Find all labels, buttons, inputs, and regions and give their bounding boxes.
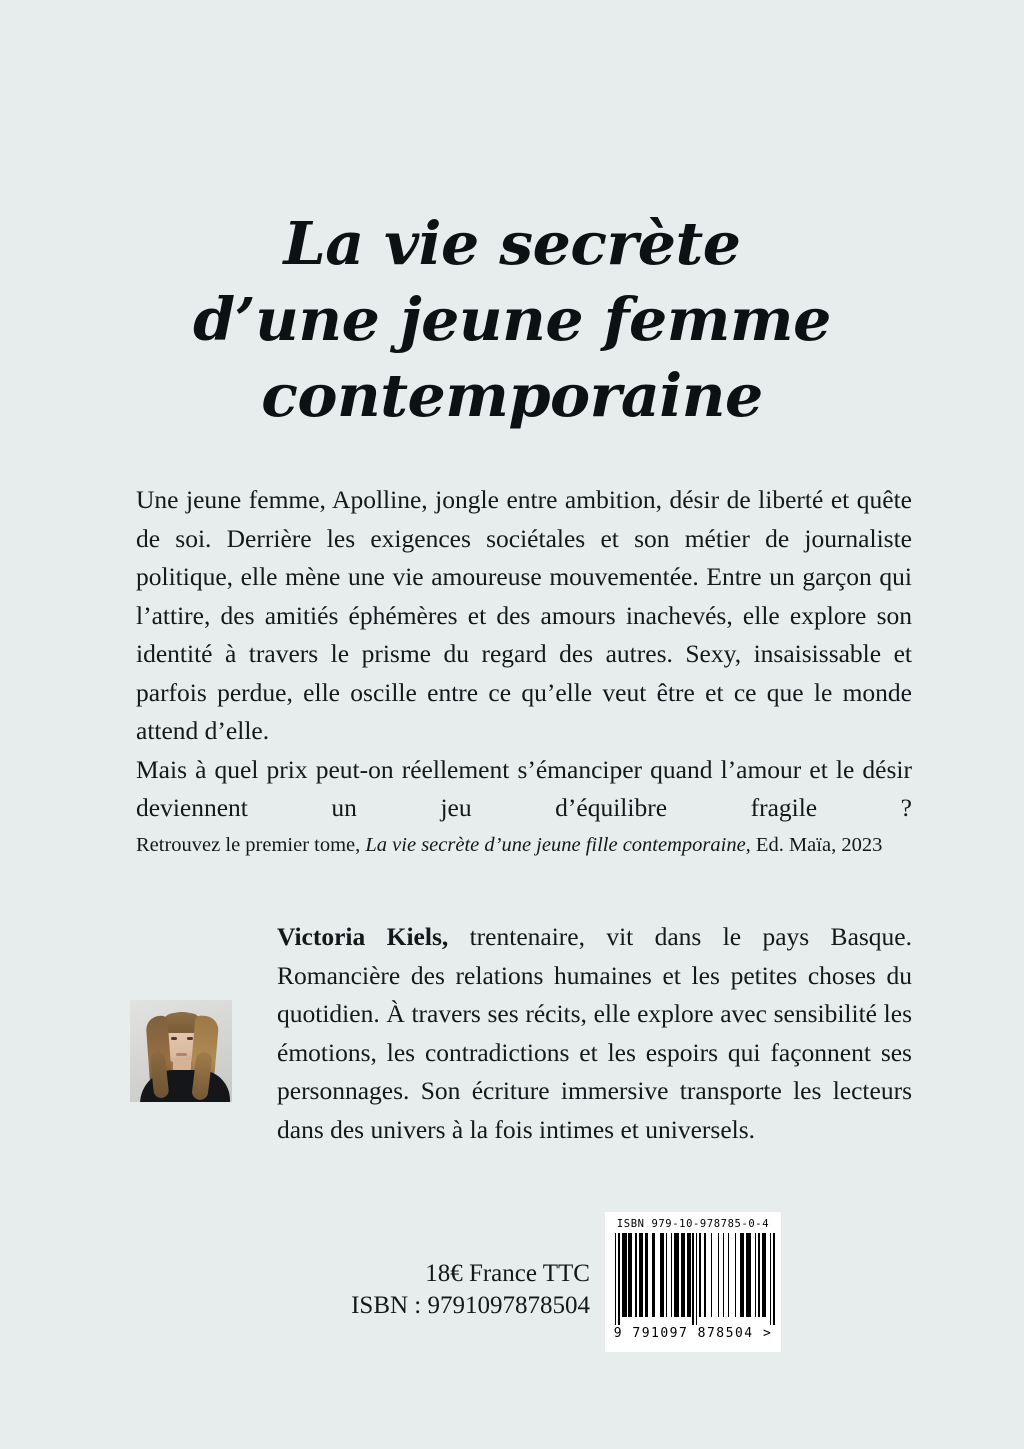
barcode-bar (773, 1233, 774, 1325)
price-line: 18€ France TTC (425, 1260, 590, 1287)
barcode-digits-text: 9 791097 878504 > (613, 1326, 773, 1341)
barcode (605, 1212, 781, 1352)
barcode-bar (674, 1233, 679, 1317)
barcode-bar (718, 1233, 719, 1317)
author-name: Victoria Kiels, (277, 922, 449, 951)
synopsis-paragraph-2: Mais à quel prix peut-on réellement s’émanciper quand l’amour et le désir deviennent un jeu d’équilibre fragile ? (136, 754, 912, 822)
barcode-bar (735, 1233, 736, 1317)
barcode-bar (740, 1233, 745, 1317)
previous-volume-note (136, 831, 926, 859)
barcode-bars (615, 1233, 771, 1325)
barcode-bar (696, 1233, 697, 1325)
isbn-line: ISBN : 9791097878504 (351, 1292, 590, 1319)
avatar (130, 1000, 232, 1102)
barcode-bar (704, 1233, 705, 1317)
barcode-bar (635, 1233, 636, 1317)
barcode-bar (770, 1233, 771, 1325)
barcode-bar (622, 1233, 627, 1317)
barcode-bar (671, 1233, 672, 1317)
barcode-bar (645, 1233, 648, 1317)
barcode-bar (711, 1233, 712, 1317)
barcode-bar (728, 1233, 729, 1317)
synopsis-block (136, 481, 912, 866)
synopsis-paragraph-1: Une jeune femme, Apolline, jongle entre ambition, désir de liberté et quête de soi. Derrière les exigences sociétales et son métier de journaliste politique, elle mène une vie amoureuse mouvementée. Entre un garçon qui l’attire, des amitiés éphémères et des amours inachevés, elle explore son identité à travers le prisme du regard des autres. Sexy, insaisissable et parfois perdue, elle oscille entre ce qu’elle veut être et ce que le monde attend d’elle. (136, 485, 912, 745)
barcode-bar (723, 1233, 724, 1317)
title-line-2: d’une jeune femme (193, 285, 831, 354)
barcode-bar (618, 1233, 619, 1325)
tome-note-title: La vie secrète d’une jeune fille contemporaine (365, 834, 746, 856)
barcode-bar (615, 1233, 616, 1325)
barcode-bar (687, 1233, 690, 1317)
barcode-bar (628, 1233, 631, 1317)
barcode-bar (746, 1233, 751, 1317)
barcode-bar (762, 1233, 767, 1317)
price-isbn-block (250, 1258, 590, 1322)
barcode-bar (692, 1233, 693, 1325)
author-bio-text (277, 918, 912, 1149)
author-bio-block (277, 918, 912, 1149)
barcode-bar (681, 1233, 686, 1317)
barcode-bar (666, 1233, 667, 1317)
barcode-bar (660, 1233, 663, 1317)
barcode-bar (758, 1233, 759, 1317)
portrait-mouth (176, 1053, 187, 1056)
barcode-bar (699, 1233, 700, 1317)
barcode-bar (755, 1233, 756, 1317)
title-line-1: La vie secrète (283, 209, 741, 278)
tome-note-prefix: Retrouvez le premier tome, (136, 834, 366, 856)
author-bio-body: trentenaire, vit dans le pays Basque. Romancière des relations humaines et les petites choses du quotidien. À travers ses récits, elle explore avec sensibilité les émotions, les contradictions et les espoirs qui façonnent ses personnages. Son écriture immersive transporte les lecteurs dans des univers à la fois intimes et universels. (277, 922, 912, 1144)
tome-note-suffix: , Ed. Maïa, 2023 (745, 834, 883, 856)
portrait-eye-right (187, 1037, 193, 1040)
title-line-3: contemporaine (261, 361, 763, 430)
barcode-bar (639, 1233, 644, 1317)
page-title (0, 206, 1024, 434)
portrait-eye-left (171, 1037, 177, 1040)
barcode-bar (652, 1233, 655, 1317)
barcode-isbn-text: ISBN 979-10-978785-0-4 (616, 1218, 770, 1230)
